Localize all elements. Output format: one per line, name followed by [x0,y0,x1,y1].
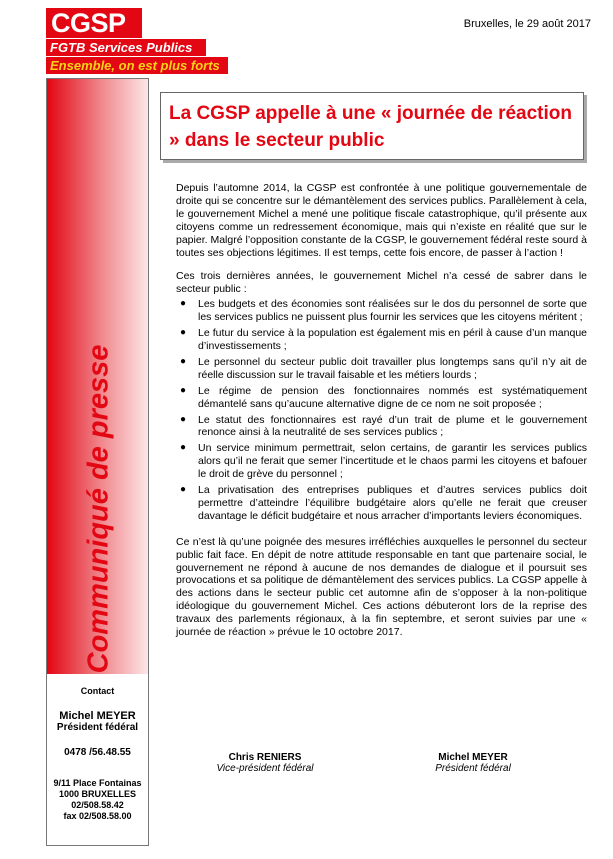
paragraph-intro: Depuis l’automne 2014, la CGSP est confrontée à une politique gouvernementale de droite qui se concentre sur le démantèlement des services publics. Parallèlement à cela, le gouvernement Michel a mené une politique fiscale catastrophique, qu’il présente aux citoyens comme un redressement économique, mais qui n’existe en réalité que sur le papier. Malgré l’opposition constante de la CGSP, le gouvernement fédéral reste sourd à toutes ses objections légitimes. Il est temps, cette fois encore, de passer à l’action ! [176,182,587,259]
logo-slogan: Ensemble, on est plus forts [46,57,228,74]
list-item: ● Les budgets et des économies sont réalisées sur le dos du personnel de sorte que les services publics ne puissent plus fournir les services que les citoyens méritent ; [180,298,587,324]
press-release-body [176,182,587,650]
bullet-icon: ● [180,413,187,425]
bullet-icon: ● [180,442,187,454]
sidebar [46,78,149,846]
cgsp-logo [46,8,236,74]
signature-role: Président fédéral [435,763,511,774]
signature-name: Michel MEYER [438,752,508,763]
vertical-title: Communiqué de presse [82,344,115,674]
dateline: Bruxelles, le 29 août 2017 [463,18,591,30]
bullet-icon: ● [180,484,187,496]
list-item: ● Le statut des fonctionnaires est rayé d’un trait de plume et le gouvernement renonce ainsi à la neutralité de ses services publics ; [180,413,587,439]
bullet-icon: ● [180,298,187,310]
contact-name: Michel MEYER [59,710,136,722]
measures-list [176,298,587,523]
logo-fgtb-text: FGTB Services Publics [46,39,206,56]
headline: La CGSP appelle à une « journée de réaction » dans le secteur public [160,92,584,160]
list-item: ● Le personnel du secteur public doit travailler plus longtemps sans qu’il n’y ait de réelle discussion sur le travail faisable et les métiers lourds ; [180,355,587,381]
bullet-icon: ● [180,355,187,367]
address-line: 9/11 Place Fontainas [53,778,142,788]
list-item: ● Un service minimum permettrait, selon certains, de garantir les services publics alors qu’il ne ferait que semer l’incertitude et le chaos parmi les citoyens et bafouer le droit de grève du personnel ; [180,442,587,481]
contact-label: Contact [80,686,115,696]
logo-cgsp-text: CGSP [46,8,142,38]
contact-role: Président fédéral [56,722,139,733]
signature-president [413,752,533,774]
address-line: 1000 BRUXELLES [58,789,137,799]
address-line: 02/508.58.42 [71,800,124,810]
contact-address [47,778,148,822]
list-item: ● Le régime de pension des fonctionnaires nommés est systématiquement démantelé sans qu’aucune alternative digne de ce nom ne soit proposée ; [180,384,587,410]
bullet-icon: ● [180,327,187,339]
contact-phone: 0478 /56.48.55 [64,747,131,758]
contact-block [47,686,148,822]
bullet-icon: ● [180,384,187,396]
signature-vice-president [205,752,325,774]
paragraph-lead: Ces trois dernières années, le gouvernement Michel n’a cessé de sabrer dans le secteur public : [176,270,587,296]
signature-name: Chris RENIERS [228,752,302,763]
list-item: ● Le futur du service à la population est également mis en péril à cause d’un manque d’investissements ; [180,327,587,352]
list-item: ● La privatisation des entreprises publiques et d’autres services publics doit permettre d’atteindre l’équilibre budgétaire alors qu’elle ne ferait que creuser davantage le déficit budgétaire et nous arracher d’importants leviers économiques. [180,484,587,522]
paragraph-conclusion: Ce n’est là qu’une poignée des mesures irréfléchies auxquelles le personnel du secteur public fait face. En dépit de notre attitude responsable en tant que partenaire social, le gouvernement ne répond à aucune de nos demandes de dialogue et il poursuit ses provocations et sa politique de démantèlement des services publics. La CGSP appelle à des actions dans le secteur public cet automne afin de s’opposer à la non-politique idéologique du gouvernement Michel. Ces actions débuteront lors de la reprise des travaux des parlements régionaux, à la fin septembre, et seront suivies par une « journée de réaction » prévue le 10 octobre 2017. [176,535,587,639]
address-line: fax 02/508.58.00 [63,811,132,821]
signature-role: Vice-président fédéral [216,763,314,774]
